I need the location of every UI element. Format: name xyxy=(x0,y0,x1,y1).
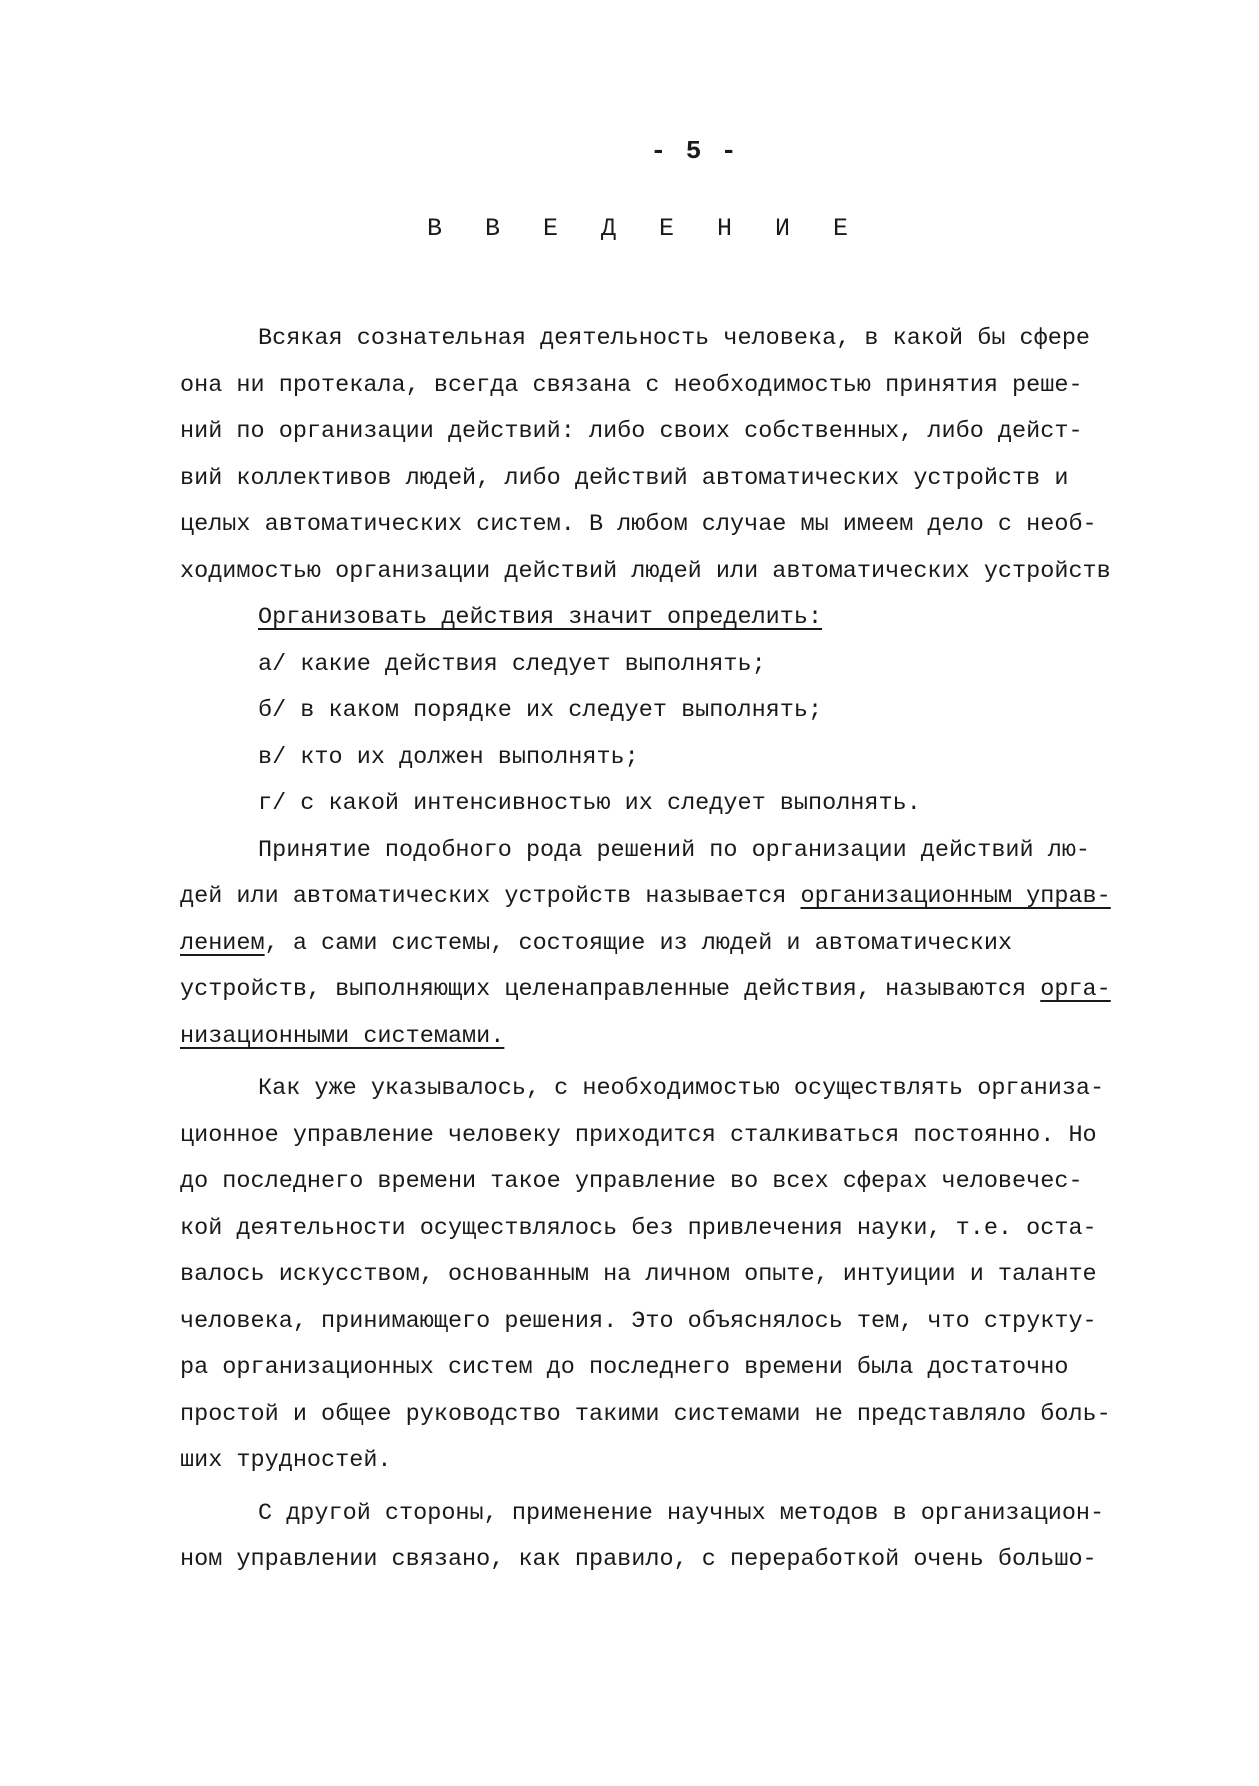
text-line: вий коллективов людей, либо действий автоматических устройств и xyxy=(180,464,1069,492)
page-number: - 5 - xyxy=(650,136,739,166)
text-fragment: дей или автоматических устройств называется xyxy=(180,883,801,910)
text-line: простой и общее руководство такими системами не представляло боль- xyxy=(180,1400,1111,1428)
list-item: г/ с какой интенсивностью их следует выполнять. xyxy=(258,790,921,817)
text-line: кой деятельности осуществлялось без привлечения науки, т.е. оста- xyxy=(180,1214,1097,1242)
list-item: б/ в каком порядке их следует выполнять; xyxy=(258,697,823,724)
term-organizational-systems-end: низационными системами. xyxy=(180,1022,505,1050)
text-line: Как уже указывалось, с необходимостью осуществлять организа- xyxy=(258,1075,1105,1102)
text-line: ном управлении связано, как правило, с переработкой очень большо- xyxy=(180,1546,1097,1573)
paragraph-3 xyxy=(180,1066,1130,1485)
term-organizational-systems: орга- xyxy=(1040,976,1111,1003)
text-fragment: устройств, выполняющих целенаправленные действия, называются xyxy=(180,976,1041,1003)
list-item: в/ кто их должен выполнять; xyxy=(258,743,639,771)
list-intro xyxy=(180,595,1130,642)
paragraph-4 xyxy=(180,1491,1130,1584)
paragraph-1 xyxy=(180,316,1130,595)
text-line: ционное управление человеку приходится сталкиваться постоянно. Но xyxy=(180,1121,1097,1149)
text-line: ра организационных систем до последнего времени была достаточно xyxy=(180,1354,1069,1381)
text-line: валось искусством, основанным на личном опыте, интуиции и таланте xyxy=(180,1261,1097,1288)
text-line xyxy=(180,967,1130,1014)
text-line xyxy=(180,921,1130,968)
text-line: С другой стороны, применение научных методов в организацион- xyxy=(258,1499,1105,1527)
term-organizational-management: организационным управ- xyxy=(800,883,1111,910)
text-line: целых автоматических систем. В любом случае мы имеем дело с необ- xyxy=(180,511,1097,538)
text-line: ших трудностей. xyxy=(180,1447,392,1474)
text-line: ний по организации действий: либо своих собственных, либо дейст- xyxy=(180,418,1083,445)
action-list xyxy=(180,595,1130,828)
text-line: человека, принимающего решения. Это объяснялось тем, что структу- xyxy=(180,1307,1097,1335)
text-line: ходимостью организации действий людей или автоматических устройств xyxy=(180,557,1111,585)
text-line: Всякая сознательная деятельность человека, в какой бы сфере xyxy=(258,325,1091,352)
text-line xyxy=(180,1014,1130,1061)
text-fragment: , а сами системы, состоящие из людей и автоматических xyxy=(264,929,1013,957)
section-heading: В В Е Д Е Н И Е xyxy=(426,214,863,243)
text-line xyxy=(180,874,1130,921)
text-line: она ни протекала, всегда связана с необходимостью принятия реше- xyxy=(180,371,1083,399)
body-text xyxy=(180,316,1130,1584)
list-item: а/ какие действия следует выполнять; xyxy=(258,650,766,678)
text-line: Принятие подобного рода решений по организации действий лю- xyxy=(258,836,1091,864)
term-organizational-management-end: лением xyxy=(180,929,265,957)
list-intro-text: Организовать действия значит определить: xyxy=(258,604,823,631)
paragraph-2 xyxy=(180,828,1130,1061)
text-line: до последнего времени такое управление во всех сферах человечес- xyxy=(180,1168,1083,1195)
